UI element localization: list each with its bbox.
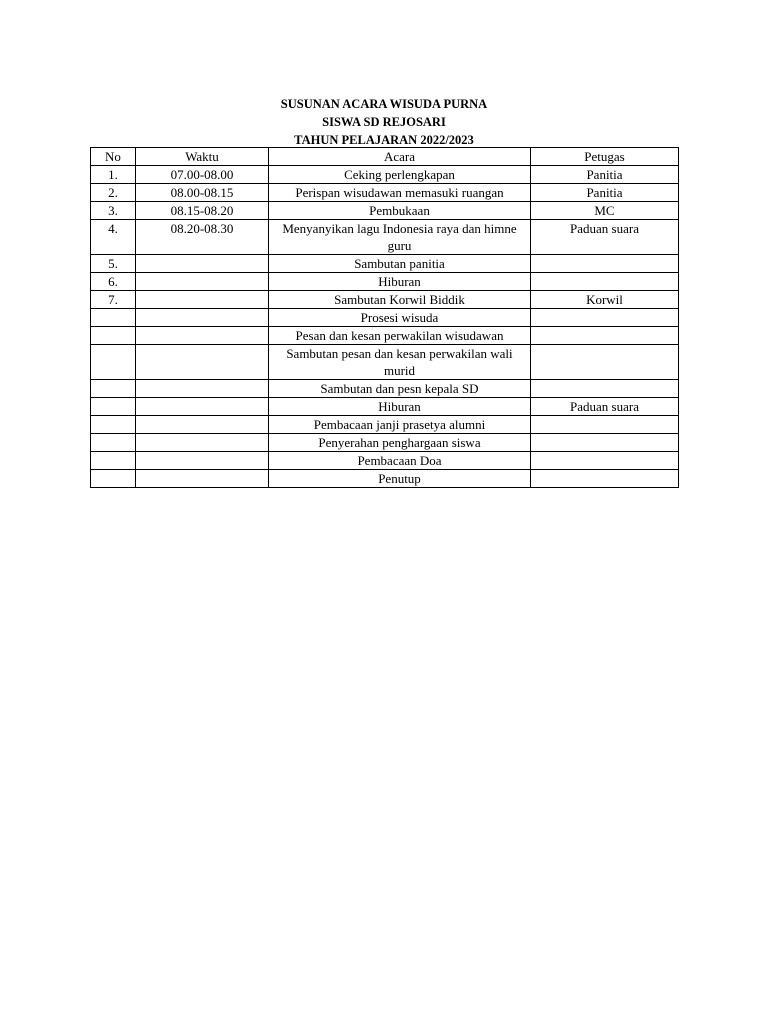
cell-waktu bbox=[136, 309, 269, 327]
cell-acara: Sambutan pesan dan kesan perwakilan wali murid bbox=[269, 345, 531, 380]
title-line-3: TAHUN PELAJARAN 2022/2023 bbox=[294, 133, 474, 147]
document-title bbox=[90, 95, 678, 149]
cell-waktu bbox=[136, 416, 269, 434]
title-line-1: SUSUNAN ACARA WISUDA PURNA bbox=[280, 97, 488, 111]
header-petugas: Petugas bbox=[531, 148, 679, 166]
cell-acara: Penutup bbox=[269, 470, 531, 488]
cell-acara: Hiburan bbox=[269, 273, 531, 291]
cell-waktu bbox=[136, 345, 269, 380]
cell-acara: Sambutan Korwil Biddik bbox=[269, 291, 531, 309]
cell-acara: Hiburan bbox=[269, 398, 531, 416]
cell-waktu bbox=[136, 327, 269, 345]
cell-petugas bbox=[531, 327, 679, 345]
cell-acara: Pembacaan janji prasetya alumni bbox=[269, 416, 531, 434]
table-row bbox=[91, 327, 679, 345]
cell-acara: Sambutan dan pesn kepala SD bbox=[269, 380, 531, 398]
cell-no bbox=[91, 380, 136, 398]
cell-waktu bbox=[136, 398, 269, 416]
cell-petugas: MC bbox=[531, 202, 679, 220]
cell-petugas bbox=[531, 380, 679, 398]
table-row bbox=[91, 166, 679, 184]
table-row bbox=[91, 202, 679, 220]
header-waktu: Waktu bbox=[136, 148, 269, 166]
cell-petugas bbox=[531, 470, 679, 488]
table-row bbox=[91, 470, 679, 488]
cell-waktu bbox=[136, 452, 269, 470]
cell-acara: Sambutan panitia bbox=[269, 255, 531, 273]
header-acara: Acara bbox=[269, 148, 531, 166]
cell-no bbox=[91, 345, 136, 380]
cell-waktu: 08.00-08.15 bbox=[136, 184, 269, 202]
table-row bbox=[91, 416, 679, 434]
cell-no bbox=[91, 452, 136, 470]
table-row bbox=[91, 380, 679, 398]
cell-petugas: Panitia bbox=[531, 166, 679, 184]
table-row bbox=[91, 184, 679, 202]
table-row bbox=[91, 345, 679, 380]
cell-petugas bbox=[531, 452, 679, 470]
cell-waktu bbox=[136, 434, 269, 452]
cell-petugas bbox=[531, 345, 679, 380]
cell-acara: Ceking perlengkapan bbox=[269, 166, 531, 184]
cell-no: 3. bbox=[91, 202, 136, 220]
cell-petugas bbox=[531, 255, 679, 273]
cell-petugas: Paduan suara bbox=[531, 220, 679, 255]
schedule-table bbox=[90, 147, 679, 488]
cell-no: 7. bbox=[91, 291, 136, 309]
title-line-2: SISWA SD REJOSARI bbox=[322, 115, 446, 129]
cell-petugas bbox=[531, 309, 679, 327]
cell-no bbox=[91, 434, 136, 452]
table-row bbox=[91, 291, 679, 309]
table-row bbox=[91, 309, 679, 327]
cell-acara: Pembukaan bbox=[269, 202, 531, 220]
cell-petugas: Panitia bbox=[531, 184, 679, 202]
cell-no bbox=[91, 470, 136, 488]
cell-no: 2. bbox=[91, 184, 136, 202]
cell-no: 6. bbox=[91, 273, 136, 291]
cell-acara: Menyanyikan lagu Indonesia raya dan himne guru bbox=[269, 220, 531, 255]
cell-petugas bbox=[531, 416, 679, 434]
cell-waktu: 08.15-08.20 bbox=[136, 202, 269, 220]
cell-acara: Penyerahan penghargaan siswa bbox=[269, 434, 531, 452]
cell-no bbox=[91, 398, 136, 416]
cell-waktu bbox=[136, 380, 269, 398]
table-row bbox=[91, 452, 679, 470]
table-row bbox=[91, 273, 679, 291]
cell-petugas: Paduan suara bbox=[531, 398, 679, 416]
table-row bbox=[91, 398, 679, 416]
cell-waktu bbox=[136, 470, 269, 488]
cell-no bbox=[91, 309, 136, 327]
header-no: No bbox=[91, 148, 136, 166]
cell-waktu bbox=[136, 255, 269, 273]
cell-acara: Pembacaan Doa bbox=[269, 452, 531, 470]
cell-acara: Perispan wisudawan memasuki ruangan bbox=[269, 184, 531, 202]
table-row bbox=[91, 255, 679, 273]
table-header-row bbox=[91, 148, 679, 166]
cell-no bbox=[91, 416, 136, 434]
cell-acara: Prosesi wisuda bbox=[269, 309, 531, 327]
cell-waktu bbox=[136, 273, 269, 291]
cell-no: 5. bbox=[91, 255, 136, 273]
cell-petugas bbox=[531, 273, 679, 291]
table-row bbox=[91, 434, 679, 452]
cell-no: 4. bbox=[91, 220, 136, 255]
cell-petugas: Korwil bbox=[531, 291, 679, 309]
cell-waktu: 08.20-08.30 bbox=[136, 220, 269, 255]
cell-waktu: 07.00-08.00 bbox=[136, 166, 269, 184]
schedule-body bbox=[91, 166, 679, 488]
cell-acara: Pesan dan kesan perwakilan wisudawan bbox=[269, 327, 531, 345]
cell-no: 1. bbox=[91, 166, 136, 184]
cell-waktu bbox=[136, 291, 269, 309]
table-row bbox=[91, 220, 679, 255]
cell-no bbox=[91, 327, 136, 345]
cell-petugas bbox=[531, 434, 679, 452]
